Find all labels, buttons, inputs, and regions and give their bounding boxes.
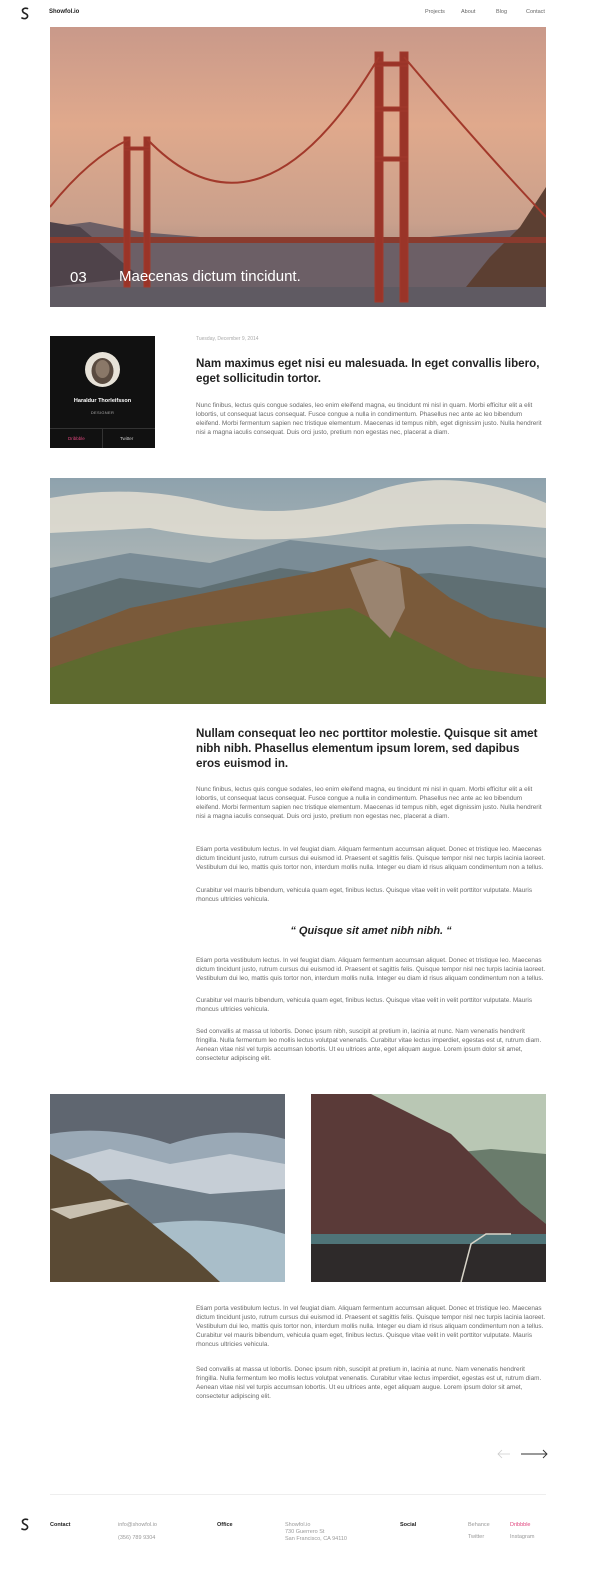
footer-social-label: Social [400, 1522, 417, 1528]
post-lead-title: Nam maximus eget nisi eu malesuada. In eget convallis libero, eget sollicitudin tortor. [196, 357, 540, 385]
card-link-divider [102, 429, 103, 448]
footer-office-city: San Francisco, CA 94110 [285, 1536, 347, 1542]
pull-quote: “ Quisque sit amet nibh nibh. “ [290, 925, 452, 937]
paragraph-1: Nunc finibus, lectus quis congue sodales, leo enim eleifend magna, eu tincidunt mi nisl in quam. Morbi efficitur elit a elit lobortis, ut consequat lacus consequat. Fusce congue a nulla in condimentum. Phasellus nec ante ac leo bibendum eleifend. Morbi fermentum sapien nec tristique elementum. Maecenas id tempus nibh, eget dignissim justo. Nulla hendrerit nisi a magna iaculis consequat. Duis orci justo, pretium non egestas nec, placerat a diam. [196, 402, 542, 436]
footer-office-label: Office [217, 1522, 233, 1528]
hero-number: 03 [70, 269, 87, 286]
paragraph-6: Curabitur vel mauris bibendum, vehicula quam eget, finibus lectus. Quisque vitae velit in velit porttitor vulputate. Mauris rhoncus ultricies vehicula. [196, 997, 533, 1013]
author-dribbble-link[interactable]: Dribbble [68, 436, 85, 441]
nav-blog[interactable]: Blog [496, 9, 508, 15]
nav-contact[interactable]: Contact [526, 9, 545, 15]
brand-name[interactable]: Showfol.io [49, 9, 80, 15]
arrow-right-icon[interactable] [520, 1449, 548, 1459]
author-card [50, 336, 155, 448]
coastal-road-image [311, 1094, 546, 1282]
footer-office-street: 730 Guerrero St [285, 1529, 325, 1535]
paragraph-9: Sed convallis at massa ut lobortis. Donec ipsum nibh, suscipit at pretium in, lacinia at nunc. Nam venenatis hendrerit fringilla. Nulla fermentum leo mollis lectus volutpat venenatis. Curabitur vitae lectus imperdiet, egestas est ut, rutrum diam. Aenean vitae nisl vel turpis accumsan lobortis. Ut eu ultrices ante, eget aliquam augue. Lorem ipsum dolor sit amet, consectetur adipiscing elit. [196, 1366, 542, 1400]
paragraph-5: Etiam porta vestibulum lectus. In vel feugiat diam. Aliquam fermentum accumsan aliquet. Donec et tristique leo. Maecenas dictum tincidunt justo, rutrum cursus dui euismod id. Praesent et sagittis felis. Quisque tempor nisl nec turpis lacinia laoreet. Vestibulum dui leo, mattis quis tortor non, interdum mollis nulla. Integer eu diam id risus aliquam condimentum non a tellus. [196, 957, 546, 982]
lake-valley-image [50, 1094, 285, 1282]
site-header [0, 0, 600, 27]
paragraph-3: Etiam porta vestibulum lectus. In vel feugiat diam. Aliquam fermentum accumsan aliquet. Donec et tristique leo. Maecenas dictum tincidunt justo, rutrum cursus dui euismod id. Praesent et sagittis felis. Quisque tempor nisl nec turpis lacinia laoreet. Vestibulum dui leo, mattis quis tortor non, interdum mollis nulla. Integer eu diam id risus aliquam condimentum non a tellus. [196, 846, 546, 871]
nav-about[interactable]: About [461, 9, 476, 15]
golden-gate-bridge-image [50, 27, 546, 307]
footer-behance-link[interactable]: Behance [468, 1522, 490, 1528]
nav-projects[interactable]: Projects [425, 9, 445, 15]
s-logo-icon[interactable] [20, 7, 30, 20]
hero-title[interactable]: Maecenas dictum tincidunt. [119, 268, 301, 285]
author-twitter-link[interactable]: Twitter [120, 436, 134, 441]
footer-dribbble-link[interactable]: Dribbble [510, 1522, 531, 1528]
footer-phone[interactable]: (356) 789 9304 [118, 1535, 156, 1541]
mountain-image [50, 478, 546, 704]
author-name: Haraldur Thorleifsson [73, 398, 132, 404]
author-role: DESIGNER [90, 410, 115, 415]
footer-contact-label: Contact [50, 1522, 71, 1528]
section-title: Nullam consequat leo nec porttitor molestie. Quisque sit amet nibh nibh. Phasellus elementum ipsum lorem, sed dapibus eros euismod in. [196, 727, 538, 770]
footer-email[interactable]: info@showfol.io [118, 1522, 157, 1528]
post-date: Tuesday, December 9, 2014 [196, 336, 259, 342]
hero-image[interactable] [50, 27, 546, 307]
footer-s-logo-icon[interactable] [20, 1518, 30, 1531]
footer-instagram-link[interactable]: Instagram [510, 1534, 535, 1540]
footer-office-name: Showfol.io [285, 1522, 311, 1528]
paragraph-7: Sed convallis at massa ut lobortis. Donec ipsum nibh, suscipit at pretium in, lacinia at nunc. Nam venenatis hendrerit fringilla. Nulla fermentum leo mollis lectus volutpat venenatis. Curabitur vitae lectus imperdiet, egestas est ut, rutrum diam. Aenean vitae nisl vel turpis accumsan lobortis. Ut eu ultrices ante, eget aliquam augue. Lorem ipsum dolor sit amet, consectetur adipiscing elit. [196, 1028, 542, 1062]
paragraph-8: Etiam porta vestibulum lectus. In vel feugiat diam. Aliquam fermentum accumsan aliquet. Donec et tristique leo. Maecenas dictum tincidunt justo, rutrum cursus dui euismod id. Praesent et sagittis felis. Quisque tempor nisl nec turpis lacinia laoreet. Vestibulum dui leo, mattis quis tortor non, interdum mollis nulla. Integer eu diam id risus aliquam condimentum non a tellus. Curabitur vel mauris bibendum, vehicula quam eget, finibus lectus. Quisque vitae velit in velit porttitor vulputate. Mauris rhoncus ultricies vehicula. [196, 1305, 546, 1348]
author-avatar [85, 352, 120, 387]
footer-divider [50, 1494, 546, 1495]
paragraph-4: Curabitur vel mauris bibendum, vehicula quam eget, finibus lectus. Quisque vitae velit in velit porttitor vulputate. Mauris rhoncus ultricies vehicula. [196, 887, 533, 903]
arrow-left-icon[interactable] [497, 1449, 511, 1459]
paragraph-2: Nunc finibus, lectus quis congue sodales, leo enim eleifend magna, eu tincidunt mi nisl in quam. Morbi efficitur elit a elit lobortis, ut consequat lacus consequat. Fusce congue a nulla in condimentum. Phasellus nec ante ac leo bibendum eleifend. Morbi fermentum sapien nec tristique elementum. Maecenas id tempus nibh, eget dignissim justo. Nulla hendrerit nisi a magna iaculis consequat. Duis orci justo, pretium non egestas nec, placerat a diam. [196, 786, 542, 820]
footer-twitter-link[interactable]: Twitter [468, 1534, 485, 1540]
